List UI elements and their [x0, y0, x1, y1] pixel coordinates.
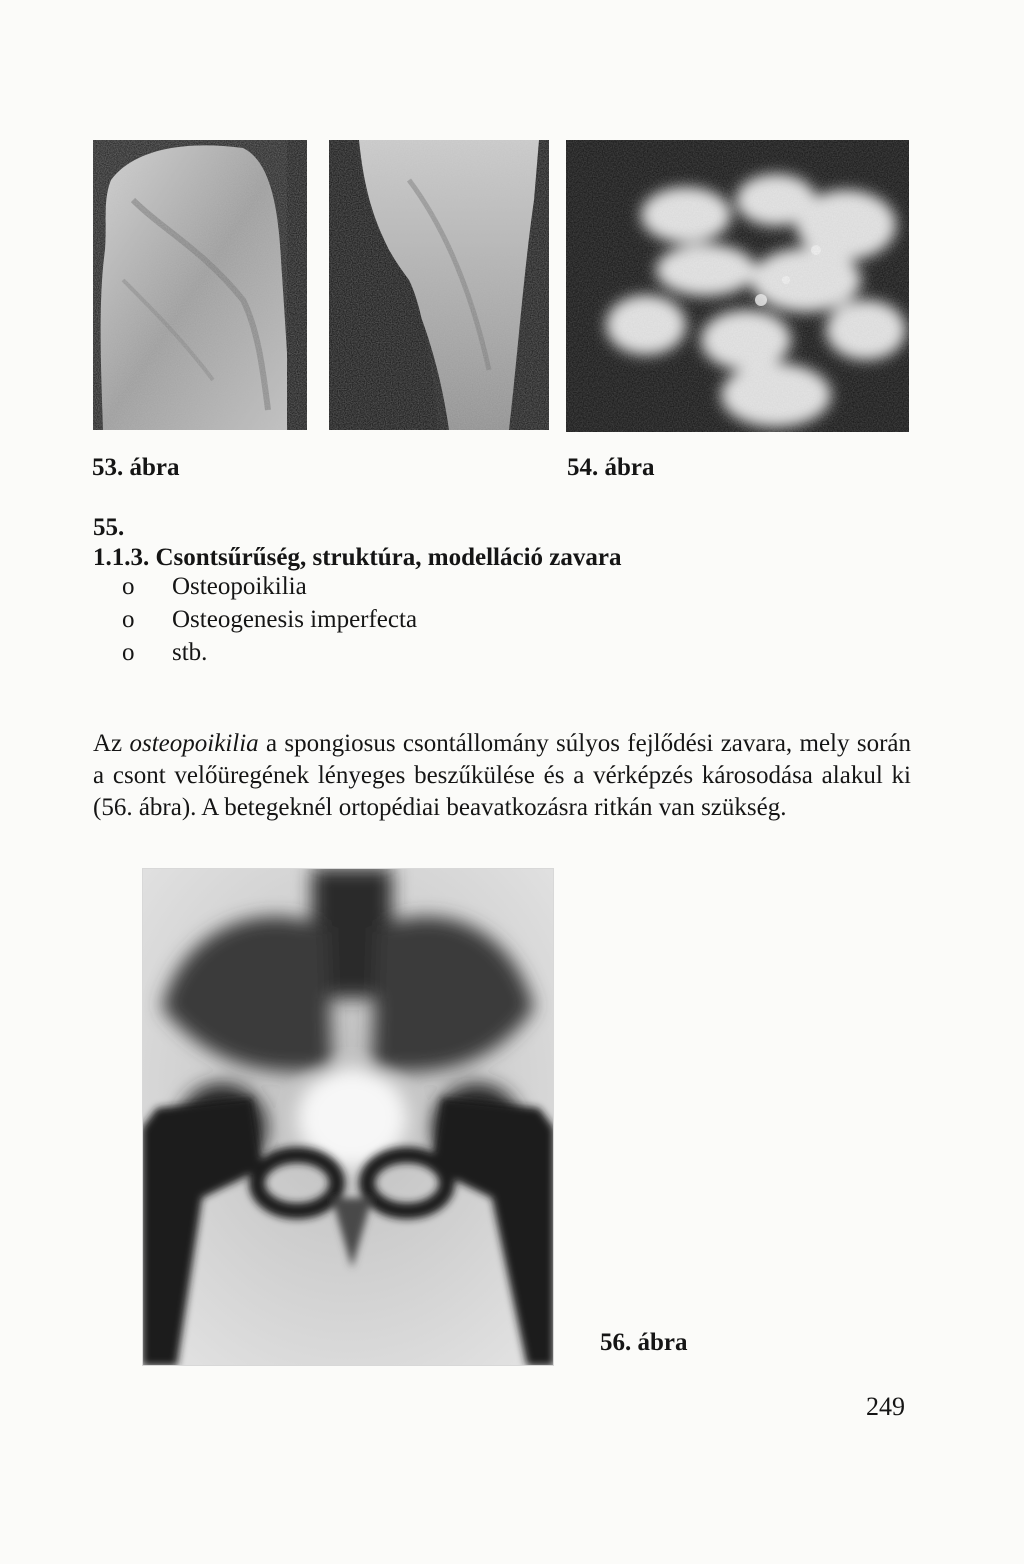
list-item-label: Osteopoikilia [172, 573, 307, 600]
body-paragraph: Az osteopoikilia a spongiosus csontállomány súlyos fejlődési zavara, mely során a csont velőüregének lényeges beszűkülése és a vérképzés károsodása alakul ki (56. ábra). A betegeknél ortopédiai beavatkozásra ritkán van szükség. [93, 730, 911, 821]
term-osteopoikilia: osteopoikilia [129, 730, 259, 757]
figure-55-caption: 55. [93, 514, 125, 541]
figure-54-image [329, 140, 549, 430]
list-item-label: stb. [172, 639, 208, 666]
page-number: 249 [866, 1392, 905, 1421]
bullet-list [122, 570, 417, 669]
list-item: o stb. [122, 639, 208, 666]
list-item: o Osteogenesis imperfecta [122, 606, 418, 633]
figure-53-image [93, 140, 307, 430]
list-item-label: Osteogenesis imperfecta [172, 606, 418, 633]
list-item: o Osteopoikilia [122, 573, 307, 600]
section-heading: 1.1.3. Csontsűrűség, struktúra, modelláció zavara [93, 544, 622, 571]
figure-56-image [142, 868, 554, 1366]
figure-53-caption: 53. ábra [92, 454, 180, 481]
figure-56-caption: 56. ábra [600, 1329, 688, 1356]
figure-55-image [566, 140, 909, 432]
figure-54-caption: 54. ábra [567, 454, 655, 481]
